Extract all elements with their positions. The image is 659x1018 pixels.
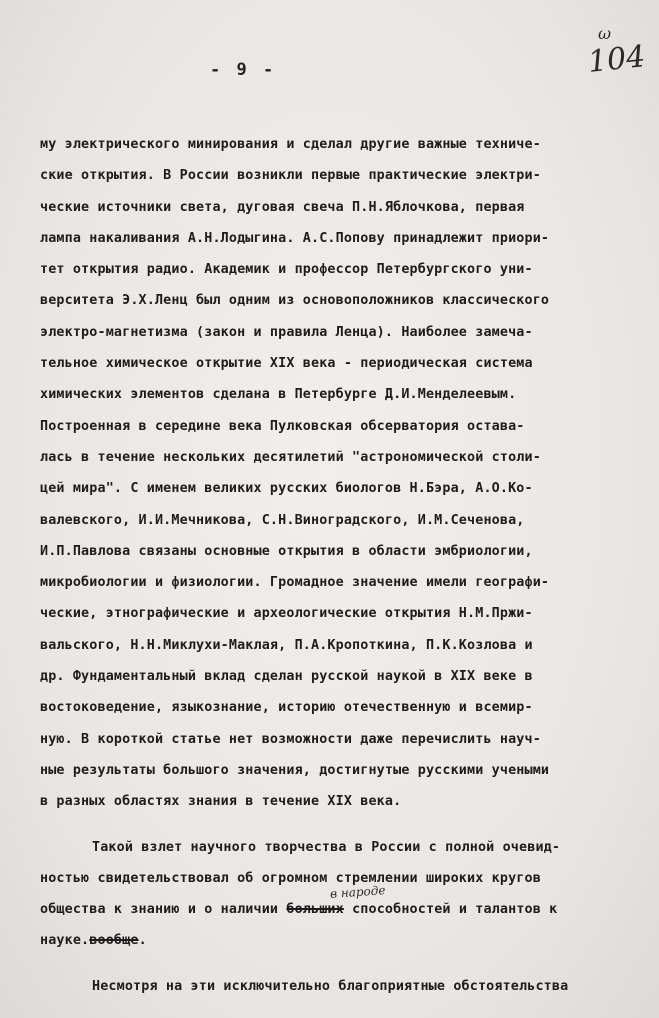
text-line: науке.вообще.	[40, 933, 147, 949]
struck-word: больших	[286, 902, 344, 918]
text-line: вальского, Н.Н.Миклухи-Маклая, П.А.Кропоткина, П.К.Козлова и	[40, 637, 533, 653]
text-line: му электрического минирования и сделал другие важные техниче-	[40, 137, 541, 152]
handwritten-insert: в народе	[329, 883, 386, 901]
text-line: тельное химическое открытие XIX века - периодическая система	[40, 356, 533, 372]
text-line: валевского, И.И.Мечникова, С.Н.Виноградского, И.М.Сеченова,	[40, 512, 525, 528]
text-line: верситета Э.Х.Ленц был одним из основоположников классического	[40, 293, 550, 309]
text-line: ческие, этнографические и археологические открытия Н.М.Пржи-	[40, 606, 533, 622]
text-line: в разных областях знания в течение XIX века.	[40, 794, 402, 810]
text-segment: общества к знанию и о наличии	[40, 902, 279, 918]
text-line: ческие источники света, дуговая свеча П.Н.Яблочкова, первая	[40, 199, 525, 215]
text-line: ную. В короткой статье нет возможности даже перечислить науч-	[40, 731, 541, 747]
page-number: - 9 -	[210, 60, 277, 80]
text-line: ностью свидетельствовал об огромном стремлении широких кругов	[40, 870, 541, 886]
text-line: востоковедение, языкознание, историю отечественную и всемир-	[40, 700, 533, 716]
text-line: ные результаты большого значения, достигнутые русскими учеными	[40, 762, 550, 778]
text-line: др. Фундаментальный вклад сделан русской наукой в XIX веке в	[40, 669, 533, 685]
text-line: ские открытия. В России возникли первые практические электри-	[40, 168, 541, 184]
paragraph-3	[40, 971, 656, 1002]
text-segment: науке.	[40, 933, 90, 949]
paragraph-gap	[40, 818, 656, 832]
text-line: Построенная в середине века Пулковская обсерватория остава-	[40, 418, 525, 434]
text-line: тет открытия радио. Академик и профессор Петербургского уни-	[40, 262, 533, 278]
text-line: И.П.Павлова связаны основные открытия в области эмбриологии,	[40, 543, 533, 559]
body-text	[40, 129, 656, 1002]
text-segment: способностей и талантов к	[352, 902, 558, 918]
text-line: лась в течение нескольких десятилетий "астрономической столи-	[40, 449, 541, 465]
folio-number: 104	[586, 39, 647, 80]
text-line: химических элементов сделана в Петербурге Д.И.Менделеевым.	[40, 387, 517, 403]
folio-mark: ω	[598, 24, 612, 43]
paragraph-1	[40, 129, 656, 818]
text-line: лампа накаливания А.Н.Лодыгина. А.С.Попову принадлежит приори-	[40, 230, 550, 246]
text-line: Несмотря на эти исключительно благоприятные обстоятельства	[92, 978, 569, 994]
paragraph-gap	[40, 957, 656, 971]
struck-word: вообще	[89, 933, 139, 949]
text-line: электро-магнетизма (закон и правила Ленца). Наиболее замеча-	[40, 324, 533, 340]
text-line: Такой взлет научного творчества в России с полной очевид-	[92, 839, 561, 855]
text-line: микробиологии и физиологии. Громадное значение имели географи-	[40, 575, 550, 591]
text-line: цей мира". С именем великих русских биологов Н.Бэра, А.О.Ко-	[40, 481, 533, 497]
